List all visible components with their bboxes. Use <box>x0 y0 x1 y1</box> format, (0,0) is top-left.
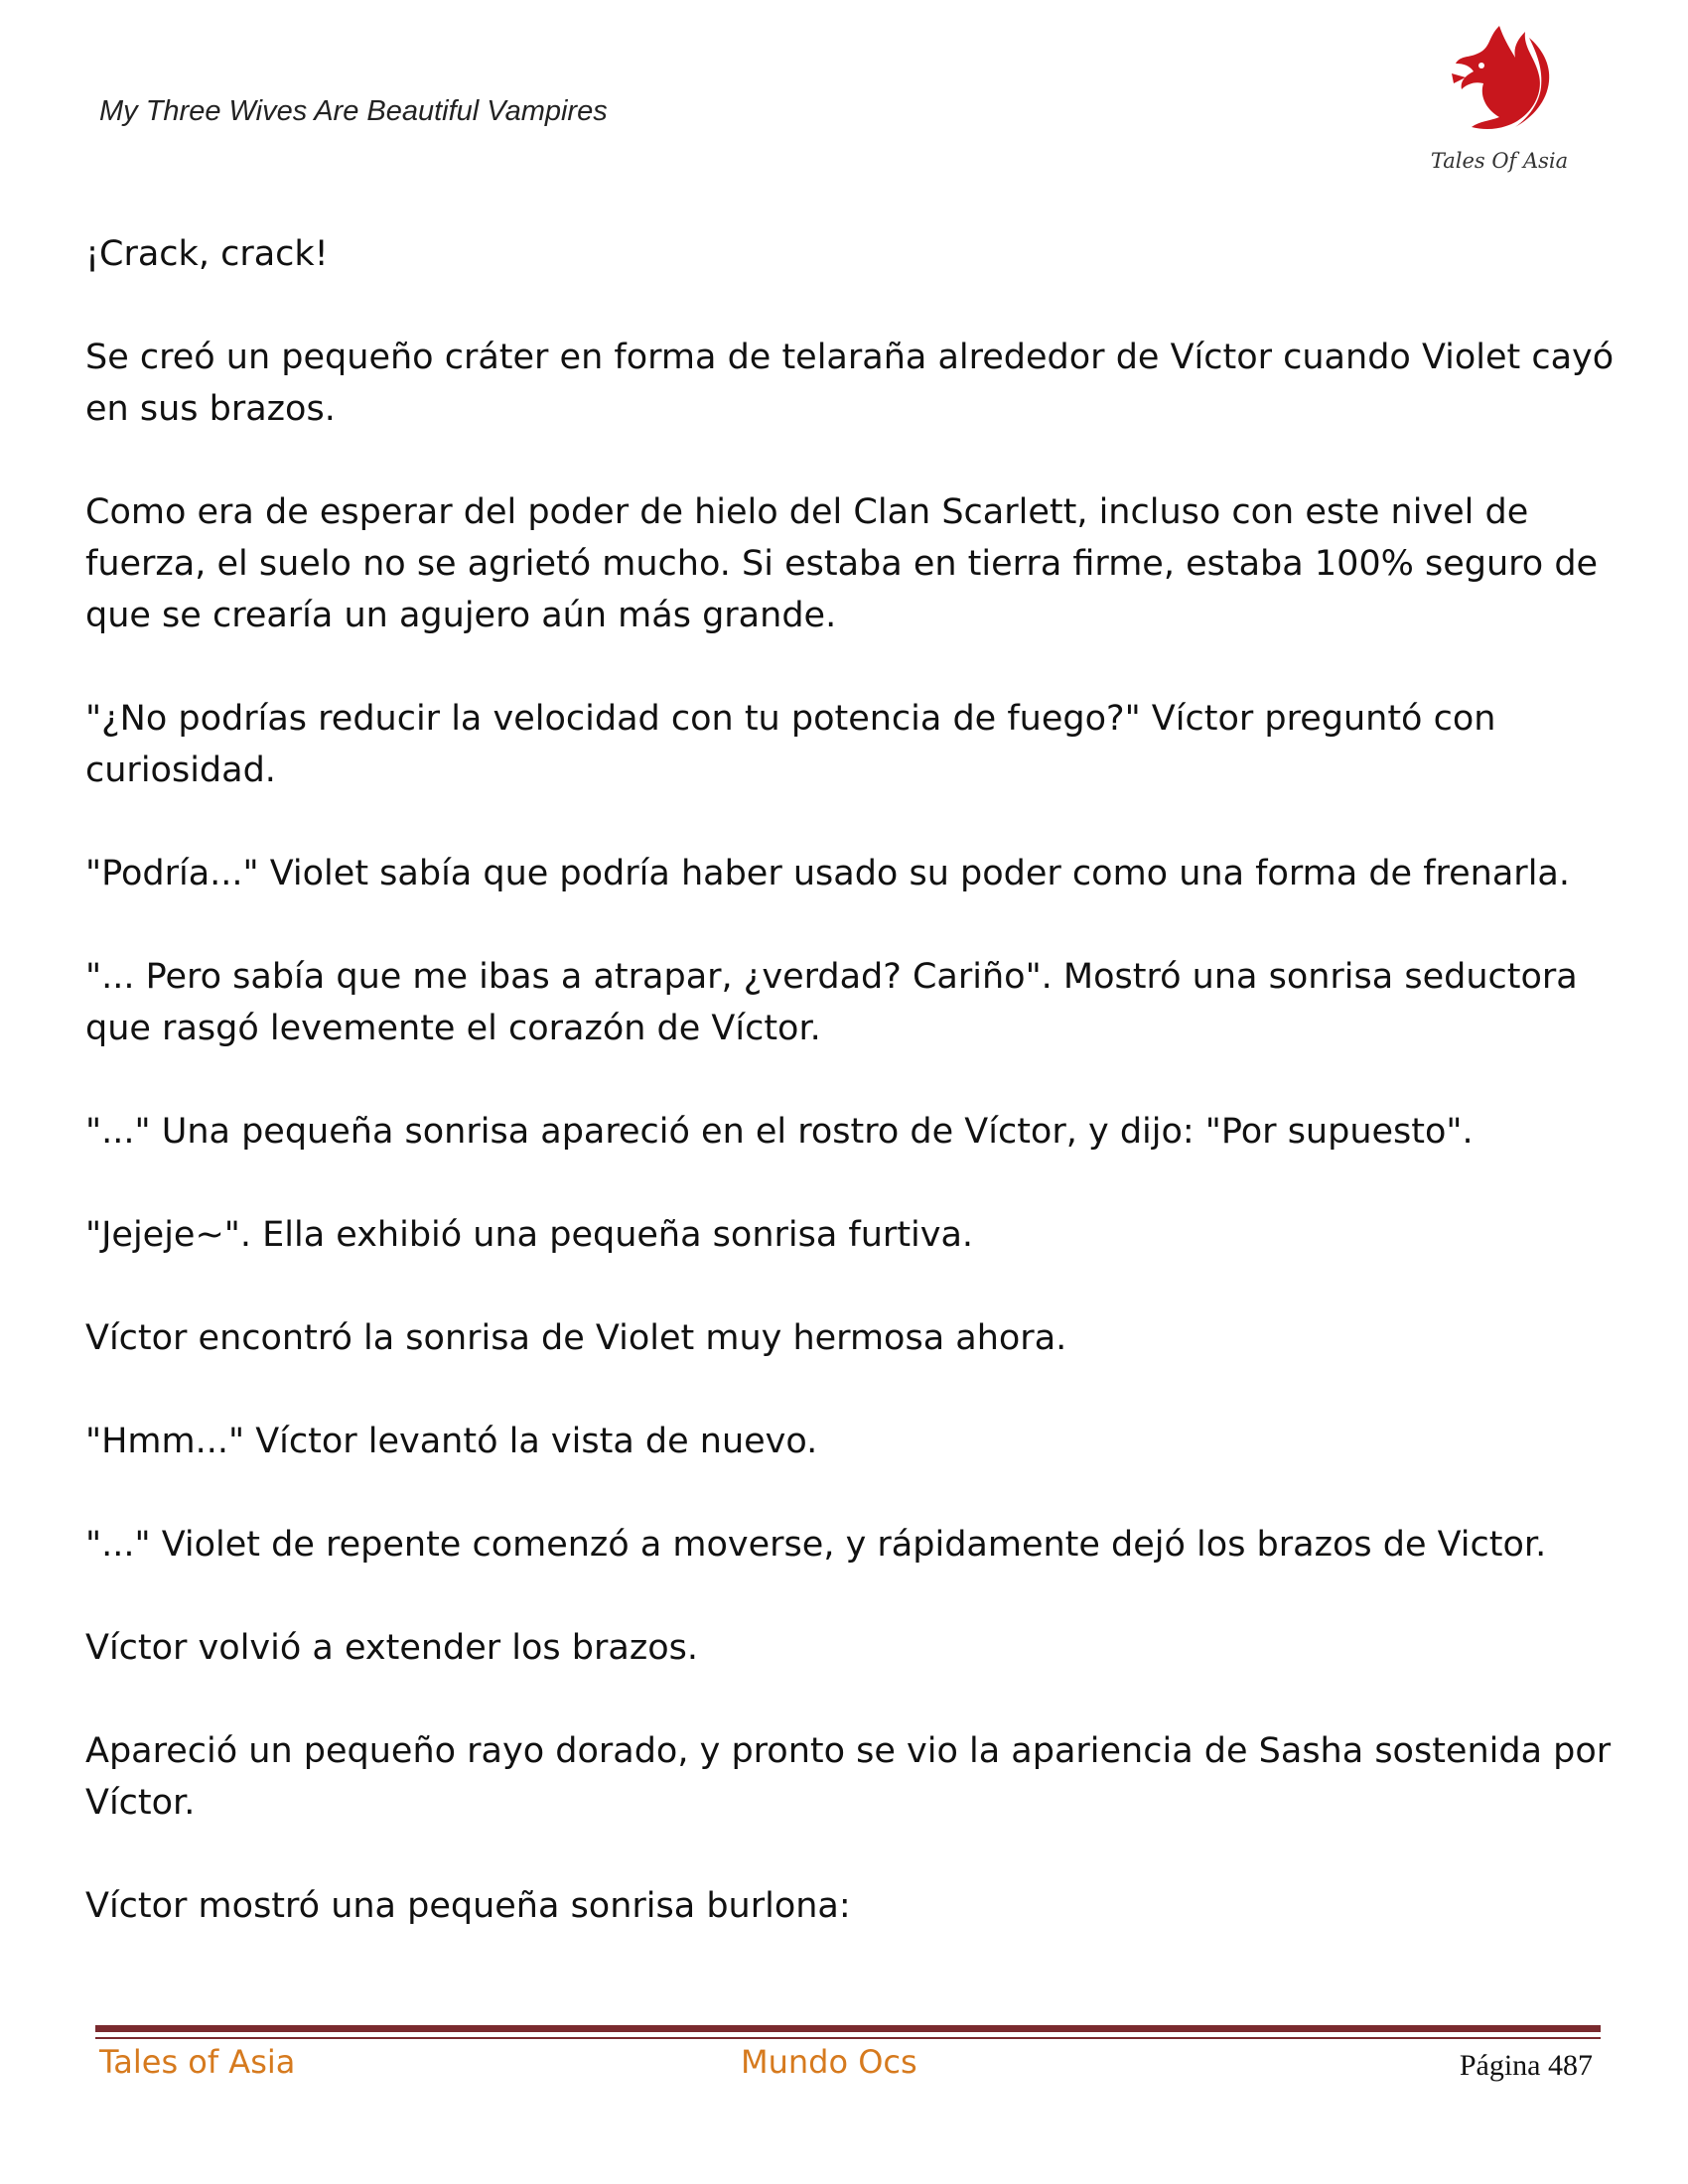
logo-text: Tales Of Asia <box>1430 149 1569 173</box>
paragraph: "Podría..." Violet sabía que podría haber usado su poder como una forma de frenarla. <box>85 854 1570 893</box>
paragraph: Como era de esperar del poder de hielo del Clan Scarlett, incluso con este nivel de fuerza, el suelo no se agrietó mucho. Si estaba en tierra firme, estaba 100% seguro de que se crearía un agujero aún más grande. <box>85 492 1599 635</box>
footer-rule <box>95 2025 1601 2032</box>
paragraph: "..." Violet de repente comenzó a moverse, y rápidamente dejó los brazos de Victor. <box>85 1525 1547 1565</box>
footer-publisher: Tales of Asia <box>99 2043 296 2081</box>
paragraph: Víctor volvió a extender los brazos. <box>85 1628 698 1668</box>
page-number: Página 487 <box>1459 2049 1593 2082</box>
paragraph: ¡Crack, crack! <box>85 234 329 274</box>
paragraph: Se creó un pequeño cráter en forma de telaraña alrededor de Víctor cuando Violet cayó en sus brazos. <box>85 338 1615 429</box>
tales-of-asia-logo <box>1430 18 1569 182</box>
paragraph: Apareció un pequeño rayo dorado, y pronto se vio la apariencia de Sasha sostenida por Víctor. <box>85 1731 1612 1823</box>
paragraph: "Hmm..." Víctor levantó la vista de nuevo. <box>85 1422 818 1461</box>
footer-group: Mundo Ocs <box>741 2043 917 2081</box>
paragraph: "¿No podrías reducir la velocidad con tu potencia de fuego?" Víctor preguntó con curiosidad. <box>85 699 1496 790</box>
paragraph: "... Pero sabía que me ibas a atrapar, ¿verdad? Cariño". Mostró una sonrisa seductora que rasgó levemente el corazón de Víctor. <box>85 957 1578 1048</box>
book-title: My Three Wives Are Beautiful Vampires <box>99 95 608 127</box>
paragraph: "..." Una pequeña sonrisa apareció en el rostro de Víctor, y dijo: "Por supuesto". <box>85 1112 1474 1152</box>
paragraph: Víctor encontró la sonrisa de Violet muy hermosa ahora. <box>85 1318 1067 1358</box>
red-dragon-icon <box>1430 18 1569 147</box>
chapter-body <box>85 228 1615 1983</box>
paragraph: Víctor mostró una pequeña sonrisa burlona: <box>85 1886 851 1926</box>
footer-rule-thin <box>95 2037 1601 2039</box>
paragraph: "Jejeje~". Ella exhibió una pequeña sonrisa furtiva. <box>85 1215 974 1255</box>
